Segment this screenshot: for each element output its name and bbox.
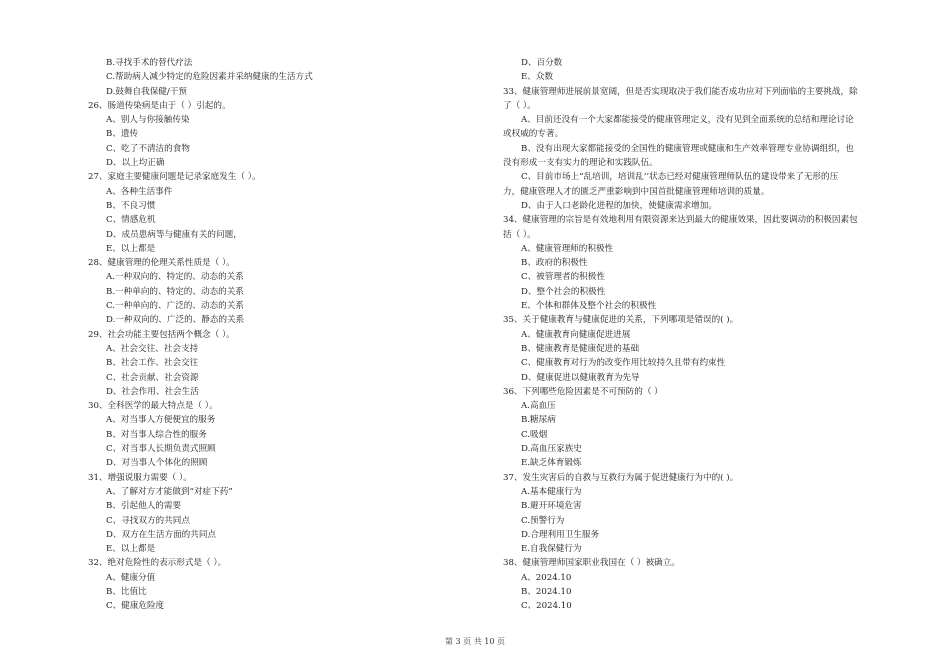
option-text: B、健康教育是健康促进的基础	[521, 343, 640, 354]
option-text: A.一种双向的、特定的、动态的关系	[106, 272, 244, 283]
question-text: 34、健康管理的宗旨是有效地利用有限资源来达到最大的健康效果，因此要调动的积极因素包	[503, 215, 858, 226]
option-text: C.吸烟	[521, 429, 548, 440]
option-text: B.寻找手术的替代疗法	[106, 58, 193, 68]
option-text: D.鼓舞自我保健/干预	[106, 86, 187, 97]
option-text: C、寻找双方的共同点	[106, 515, 190, 526]
option-text: D、成员患病等与健康有关的问题，	[106, 229, 242, 240]
option-text: A、别人与你接触传染	[106, 115, 190, 126]
paragraph-text: D、由于人口老龄化进程的加快，使健康需求增加。	[521, 200, 717, 211]
question-text: 26、肠道传染病是由于（ ）引起的。	[88, 100, 231, 111]
option-text: D.合理利用卫生服务	[521, 529, 600, 540]
paragraph-text: B、没有出现大家都能接受的全国性的健康管理或健康和生产效率管理专业协调组织，也	[521, 143, 854, 154]
option-text: A、了解对方才能做到“对症下药”	[106, 486, 233, 497]
question-text: 29、社会功能主要包括两个概念（ ）。	[88, 329, 235, 340]
option-text: E、众数	[521, 72, 554, 83]
option-text: C、2024.10	[521, 601, 572, 612]
option-text: D、以上均正确	[106, 158, 165, 169]
option-text: B、不良习惯	[106, 200, 156, 211]
option-text: C.帮助病人减少特定的危险因素并采纳健康的生活方式	[106, 72, 313, 83]
option-text: D、健康促进以健康教育为先导	[521, 372, 640, 383]
question-text: 27、家庭主要健康问题是记录家庭发生（ ）。	[88, 172, 261, 183]
left-column	[88, 56, 488, 614]
option-text: A、健康分值	[106, 572, 156, 583]
option-text: C、对当事人长期负责式照顾	[106, 444, 216, 455]
option-text: A、健康教育向健康促进进展	[521, 329, 631, 340]
option-text: D.一种双向的、广泛的、静态的关系	[106, 315, 245, 326]
option-text: C、被管理者的积极性	[521, 272, 605, 283]
question-text: 28、健康管理的伦理关系性质是（ ）。	[88, 258, 235, 269]
option-text: A、各种生活事件	[106, 186, 173, 197]
question-text: 36、下列哪些危险因素是不可预防的（ ）	[503, 386, 663, 397]
question-text: 括（ ）。	[503, 229, 536, 240]
option-text: D、整个社会的积极性	[521, 286, 606, 297]
option-text: D、社会作用、社会生活	[106, 386, 199, 397]
paragraph-text: A、目前还没有一个大家都能接受的健康管理定义，没有见到全面系统的总结和理论讨论	[521, 115, 854, 126]
option-text: E、以上都是	[106, 544, 156, 555]
option-text: A、社会交往、社会支持	[106, 343, 199, 354]
option-text: E、个体和群体及整个社会的积极性	[521, 301, 657, 312]
option-text: B、政府的积极性	[521, 258, 588, 269]
question-text: 38、健康管理师国家职业我国在（ ）被确立。	[503, 558, 680, 569]
question-text: 力，健康管理人才的匮乏严重影响到中国首批健康管理师培训的质量。	[503, 186, 770, 197]
question-text: 32、绝对危险性的表示形式是（ ）。	[88, 558, 227, 569]
option-text: E.缺乏体育锻炼	[521, 458, 582, 469]
option-text: D、对当事人个体化的照顾	[106, 458, 208, 469]
option-text: B、遗传	[106, 129, 139, 140]
option-text: D、百分数	[521, 58, 563, 68]
option-text: A.高血压	[521, 401, 556, 412]
option-text: C.预警行为	[521, 515, 565, 526]
option-text: C、健康危险度	[106, 601, 165, 612]
question-text: 37、发生灾害后的自救与互救行为属于促进健康行为中的( )。	[503, 472, 739, 483]
option-text: B.避开环境危害	[521, 501, 582, 512]
page-footer: 第 3 页 共 10 页	[445, 637, 505, 646]
question-text: 或权威的专著。	[503, 129, 564, 140]
option-text: E.自我保健行为	[521, 544, 582, 555]
option-text: C、吃了不清洁的食物	[106, 143, 190, 154]
option-text: C、健康教育对行为的改变作用比较持久且带有约束性	[521, 358, 726, 369]
question-text: 35、关于健康教育与健康促进的关系，下列哪项是错误的( )。	[503, 315, 739, 326]
option-text: D、双方在生活方面的共同点	[106, 529, 217, 540]
option-text: C.一种单向的、广泛的、动态的关系	[106, 301, 244, 312]
option-text: B、社会工作、社会交往	[106, 358, 199, 369]
question-text: 30、全科医学的最大特点是（ ）。	[88, 401, 218, 412]
option-text: E、以上都是	[106, 243, 156, 254]
option-text: B、引起他人的需要	[106, 501, 182, 512]
option-text: C、情感危机	[106, 215, 156, 226]
option-text: C、社会贡献、社会资源	[106, 372, 199, 383]
option-text: D.高血压家族史	[521, 444, 582, 455]
paragraph-text: C、目前市场上“乱培训，培训乱’’状态已经对健康管理师队伍的建设带来了无形的压	[521, 172, 839, 183]
question-text: 33、健康管理师进展前景宽阔，但是否实现取决于我们能否成功应对下列面临的主要挑战，除	[503, 86, 858, 97]
option-text: B、2024.10	[521, 586, 572, 597]
option-text: B、比值比	[106, 586, 147, 597]
option-text: B、对当事人综合性的服务	[106, 429, 207, 440]
option-text: A、健康管理师的积极性	[521, 243, 614, 254]
question-text: 31、增强说服力需要（ ）。	[88, 472, 192, 483]
option-text: A.基本健康行为	[521, 486, 582, 497]
right-column	[503, 56, 908, 614]
question-text: 没有形成一支有实力的理论和实践队伍。	[503, 158, 658, 169]
option-text: B.糖尿病	[521, 415, 556, 426]
option-text: A、对当事人方便便宜的服务	[106, 415, 216, 426]
option-text: B.一种单向的、特定的、动态的关系	[106, 286, 244, 297]
option-text: A、2024.10	[521, 572, 572, 583]
question-text: 了（ ）。	[503, 100, 536, 111]
